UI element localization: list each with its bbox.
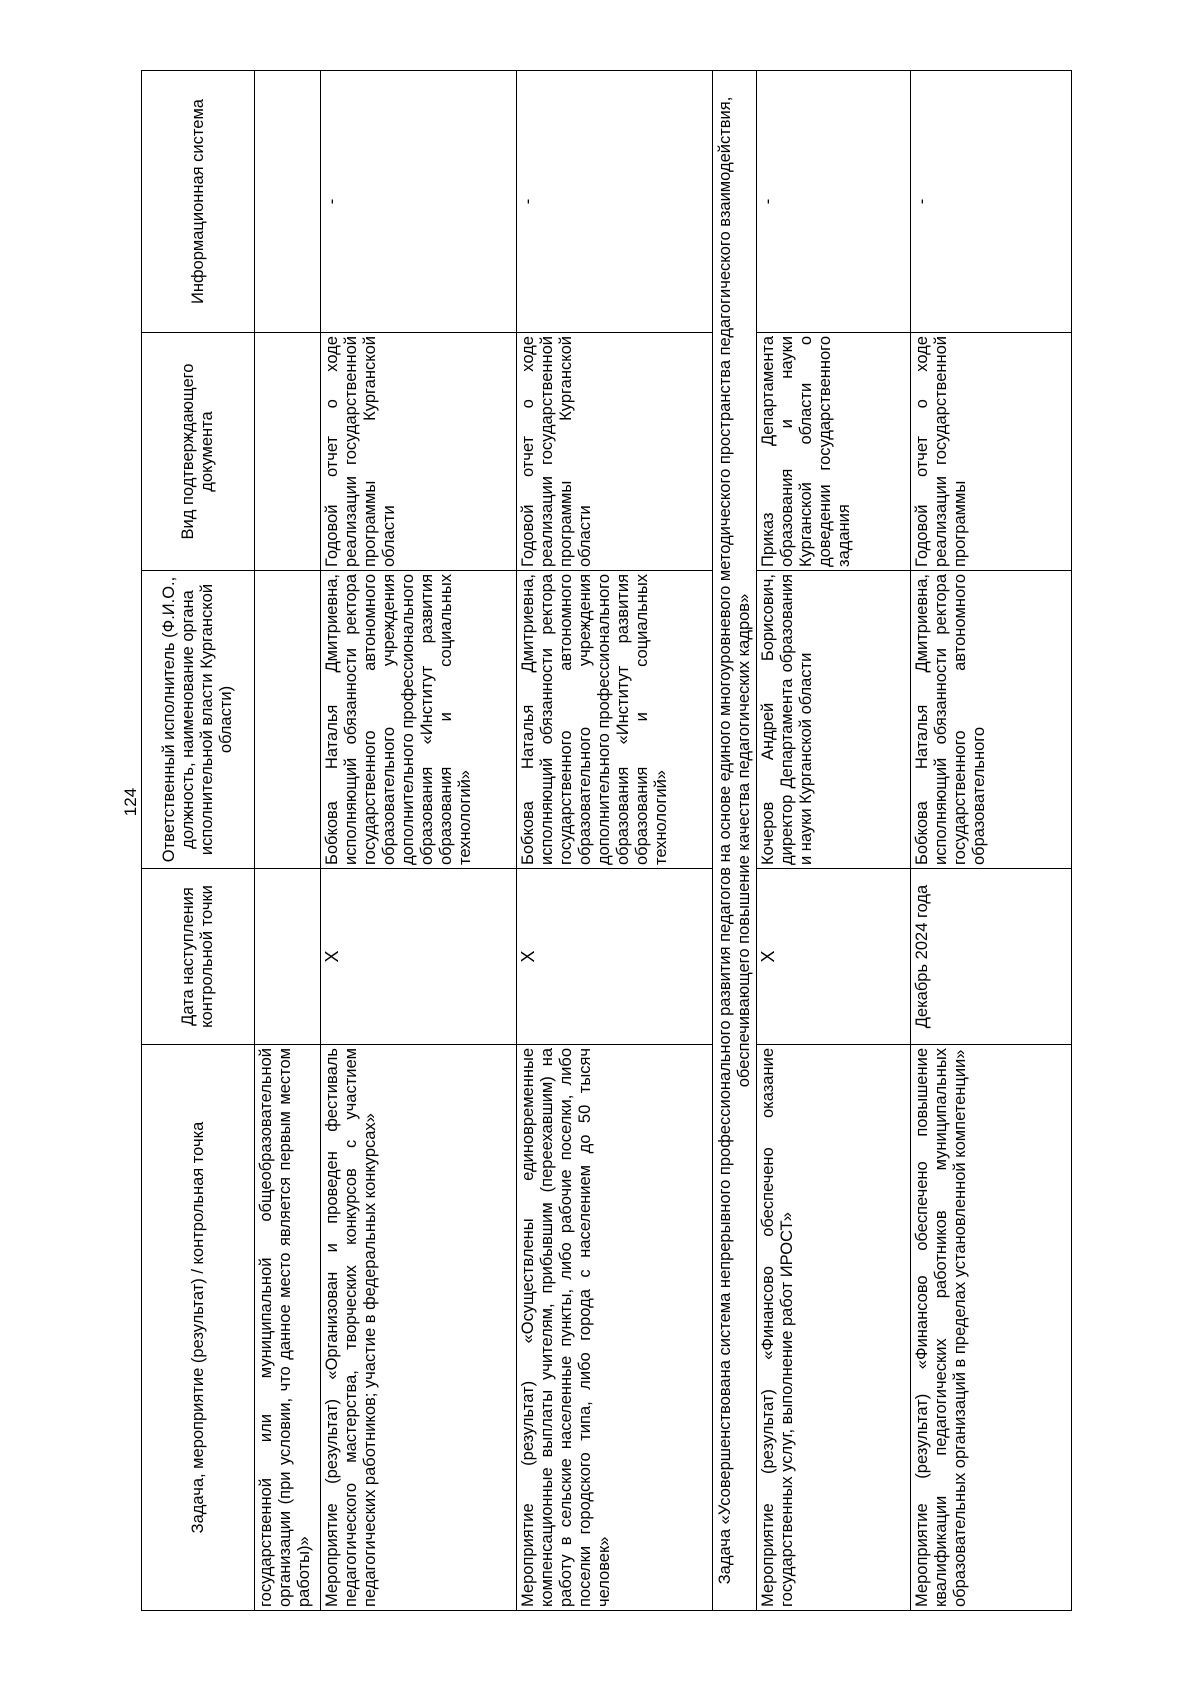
system-cell: - xyxy=(757,71,911,333)
system-cell: - xyxy=(911,71,1072,333)
date-cell: Декабрь 2024 года xyxy=(911,869,1072,1045)
responsible-cell xyxy=(255,571,321,869)
system-cell: - xyxy=(517,71,713,333)
task-cell: Мероприятие (результат) «Финансово обеспечено оказание государственных услуг, выполнение работ ИРОСТ» xyxy=(757,1045,911,1611)
section-row xyxy=(713,71,757,1611)
table-row xyxy=(255,71,321,1611)
task-cell: Мероприятие (результат) «Организован и проведен фестиваль педагогического мастерства, творческих конкурсов с участием педагогических работников; участие в федеральных конкурсах» xyxy=(321,1045,517,1611)
date-cell xyxy=(255,869,321,1045)
table-row xyxy=(757,71,911,1611)
system-cell: - xyxy=(321,71,517,333)
section-task-heading: Задача «Усовершенствована система непрерывного профессионального развития педагогов на основе единого многоуровневого методического пространства педагогического взаимодействия, обеспечивающего повышение качества педагогических кадров» xyxy=(713,71,757,1611)
page-number: 124 xyxy=(121,787,140,817)
table-row xyxy=(517,71,713,1611)
responsible-cell: Бобкова Наталья Дмитриевна, исполняющий обязанности ректора государственного автономного образовательного учреждения дополнительного профессионального образования «Институт развития образования и социальных технологий» xyxy=(321,571,517,869)
document-cell: Приказ Департамента образования и науки Курганской области о доведении государственного задания xyxy=(757,333,911,571)
header-task: Задача, мероприятие (результат) / контрольная точка xyxy=(142,1045,255,1611)
rotated-page-content xyxy=(141,71,1071,1611)
document-cell: Годовой отчет о ходе реализации государственной программы Курганской области xyxy=(517,333,713,571)
task-cell: Мероприятие (результат) «Финансово обеспечено повышение квалификации педагогических работников муниципальных образовательных организаций в пределах установленной компетенции» xyxy=(911,1045,1072,1611)
task-cell: государственной или муниципальной общеобразовательной организации (при условии, что данное место является первым местом работы)» xyxy=(255,1045,321,1611)
date-cell: Х xyxy=(321,869,517,1045)
task-cell: Мероприятие (результат) «Осуществлены единовременные компенсационные выплаты учителям, прибывшим (переехавшим) на работу в сельские населенные пункты, либо рабочие поселки, либо поселки городского типа, либо города с населением до 50 тысяч человек» xyxy=(517,1045,713,1611)
header-responsible: Ответственный исполнитель (Ф.И.О., должность, наименование органа исполнительной власти Курганской области) xyxy=(142,571,255,869)
document-cell: Годовой отчет о ходе реализации государственной программы xyxy=(911,333,1072,571)
date-cell: Х xyxy=(517,869,713,1045)
table-row xyxy=(911,71,1072,1611)
control-points-table xyxy=(141,70,1072,1611)
system-cell xyxy=(255,71,321,333)
responsible-cell: Бобкова Наталья Дмитриевна, исполняющий обязанности ректора государственного автономного образовательного учреждения дополнительного профессионального образования «Институт развития образования и социальных технологий» xyxy=(517,571,713,869)
header-system: Информационная система xyxy=(142,71,255,333)
responsible-cell: Кочеров Андрей Борисович, директор Департамента образования и науки Курганской области xyxy=(757,571,911,869)
date-cell: Х xyxy=(757,869,911,1045)
document-cell xyxy=(255,333,321,571)
header-document: Вид подтверждающего документа xyxy=(142,333,255,571)
document-cell: Годовой отчет о ходе реализации государственной программы Курганской области xyxy=(321,333,517,571)
responsible-cell: Бобкова Наталья Дмитриевна, исполняющий обязанности ректора государственного автономного образовательного xyxy=(911,571,1072,869)
table-header-row xyxy=(142,71,255,1611)
table-row xyxy=(321,71,517,1611)
header-date: Дата наступления контрольной точки xyxy=(142,869,255,1045)
